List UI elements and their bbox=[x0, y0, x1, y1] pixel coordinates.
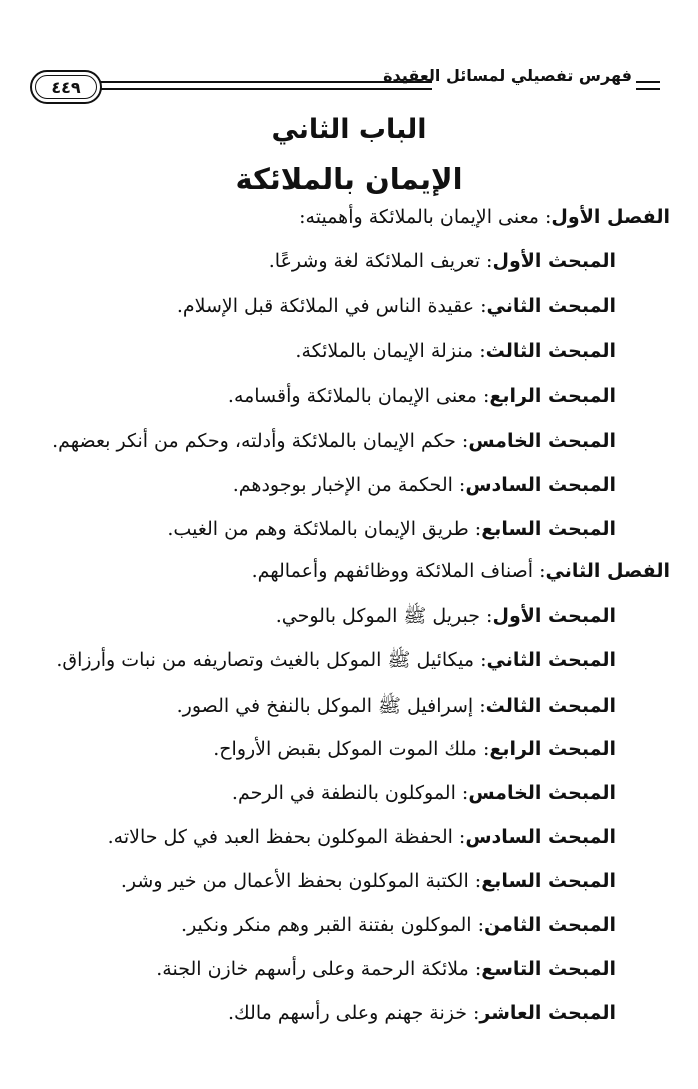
section-label: المبحث السادس bbox=[465, 826, 616, 848]
section-text: : تعريف الملائكة لغة وشرعًا. bbox=[268, 250, 493, 272]
section-text: : الموكلون بالنطفة في الرحم. bbox=[231, 782, 469, 804]
section-label: المبحث العاشر bbox=[479, 1002, 616, 1024]
section-text: : إسرافيل ﷺ الموكل بالنفخ في الصور. bbox=[176, 695, 486, 717]
section-text: : خزنة جهنم وعلى رأسهم مالك. bbox=[228, 1002, 480, 1024]
section-label: المبحث الأول bbox=[492, 605, 616, 627]
toc-entry bbox=[108, 826, 616, 848]
section-label: المبحث التاسع bbox=[481, 958, 616, 980]
chapter1-heading bbox=[299, 206, 670, 228]
section-text: : معنى الإيمان بالملائكة وأقسامه. bbox=[227, 385, 490, 407]
chapter2-heading bbox=[252, 560, 670, 582]
toc-entry bbox=[167, 518, 616, 540]
toc-entry bbox=[177, 694, 616, 722]
section-text: : منزلة الإيمان بالملائكة. bbox=[295, 340, 486, 362]
toc-entry bbox=[177, 295, 616, 317]
toc-entry bbox=[276, 604, 616, 632]
toc-entry bbox=[156, 958, 616, 980]
toc-entry bbox=[295, 340, 616, 362]
toc-entry bbox=[232, 782, 616, 804]
section-label: المبحث الخامس bbox=[468, 782, 616, 804]
section-text: : جبريل ﷺ الموكل بالوحي. bbox=[275, 605, 493, 627]
section-label: المبحث الثاني bbox=[486, 295, 616, 317]
section-text: : طريق الإيمان بالملائكة وهم من الغيب. bbox=[167, 518, 482, 540]
toc-entry bbox=[56, 648, 616, 676]
running-header-title: فهرس تفصيلي لمسائل العقيدة bbox=[383, 66, 632, 85]
toc-entry bbox=[228, 385, 616, 407]
chapter1-text: : معنى الإيمان بالملائكة وأهميته: bbox=[299, 206, 552, 228]
section-text: : الموكلون بفتنة القبر وهم منكر ونكير. bbox=[181, 914, 485, 936]
toc-entry bbox=[269, 250, 616, 272]
page-number-badge bbox=[30, 70, 102, 104]
toc-entry bbox=[121, 870, 616, 892]
toc-entry bbox=[52, 430, 616, 452]
toc-entry bbox=[228, 1002, 616, 1024]
toc-entry bbox=[233, 474, 616, 496]
section-label: المبحث الرابع bbox=[489, 738, 616, 760]
section-text: : ميكائيل ﷺ الموكل بالغيث وتصاريفه من نبات وأرزاق. bbox=[56, 649, 487, 671]
section-label: المبحث الخامس bbox=[468, 430, 616, 452]
chapter2-label: الفصل الثاني bbox=[545, 560, 670, 582]
section-text: : الحكمة من الإخبار بوجودهم. bbox=[232, 474, 466, 496]
section-text: : الحفظة الموكلون بحفظ العبد في كل حالاته. bbox=[107, 826, 466, 848]
page-number: ٤٤٩ bbox=[51, 77, 81, 97]
section-label: المبحث السابع bbox=[481, 870, 616, 892]
section-text: : حكم الإيمان بالملائكة وأدلته، وحكم من أنكر بعضهم. bbox=[52, 430, 469, 452]
section-label: المبحث الثاني bbox=[486, 649, 616, 671]
chapter2-text: : أصناف الملائكة ووظائفهم وأعمالهم. bbox=[251, 560, 546, 582]
header-rule-left bbox=[100, 81, 432, 90]
topic-title: الإيمان بالملائكة bbox=[235, 162, 463, 196]
section-label: المبحث السادس bbox=[465, 474, 616, 496]
toc-entry bbox=[213, 738, 616, 760]
chapter1-label: الفصل الأول bbox=[551, 206, 670, 228]
section-text: : الكتبة الموكلون بحفظ الأعمال من خير وشر. bbox=[120, 870, 482, 892]
section-text: : ملائكة الرحمة وعلى رأسهم خازن الجنة. bbox=[156, 958, 482, 980]
section-text: : عقيدة الناس في الملائكة قبل الإسلام. bbox=[176, 295, 487, 317]
section-label: المبحث السابع bbox=[481, 518, 616, 540]
section-label: المبحث الأول bbox=[492, 250, 616, 272]
section-label: المبحث الثالث bbox=[485, 695, 616, 717]
header-rule-right bbox=[636, 81, 660, 90]
section-label: المبحث الثامن bbox=[484, 914, 616, 936]
chapter-title: الباب الثاني bbox=[271, 114, 427, 145]
section-label: المبحث الثالث bbox=[485, 340, 616, 362]
section-label: المبحث الرابع bbox=[489, 385, 616, 407]
toc-entry bbox=[181, 914, 616, 936]
section-text: : ملك الموت الموكل بقبض الأرواح. bbox=[213, 738, 490, 760]
